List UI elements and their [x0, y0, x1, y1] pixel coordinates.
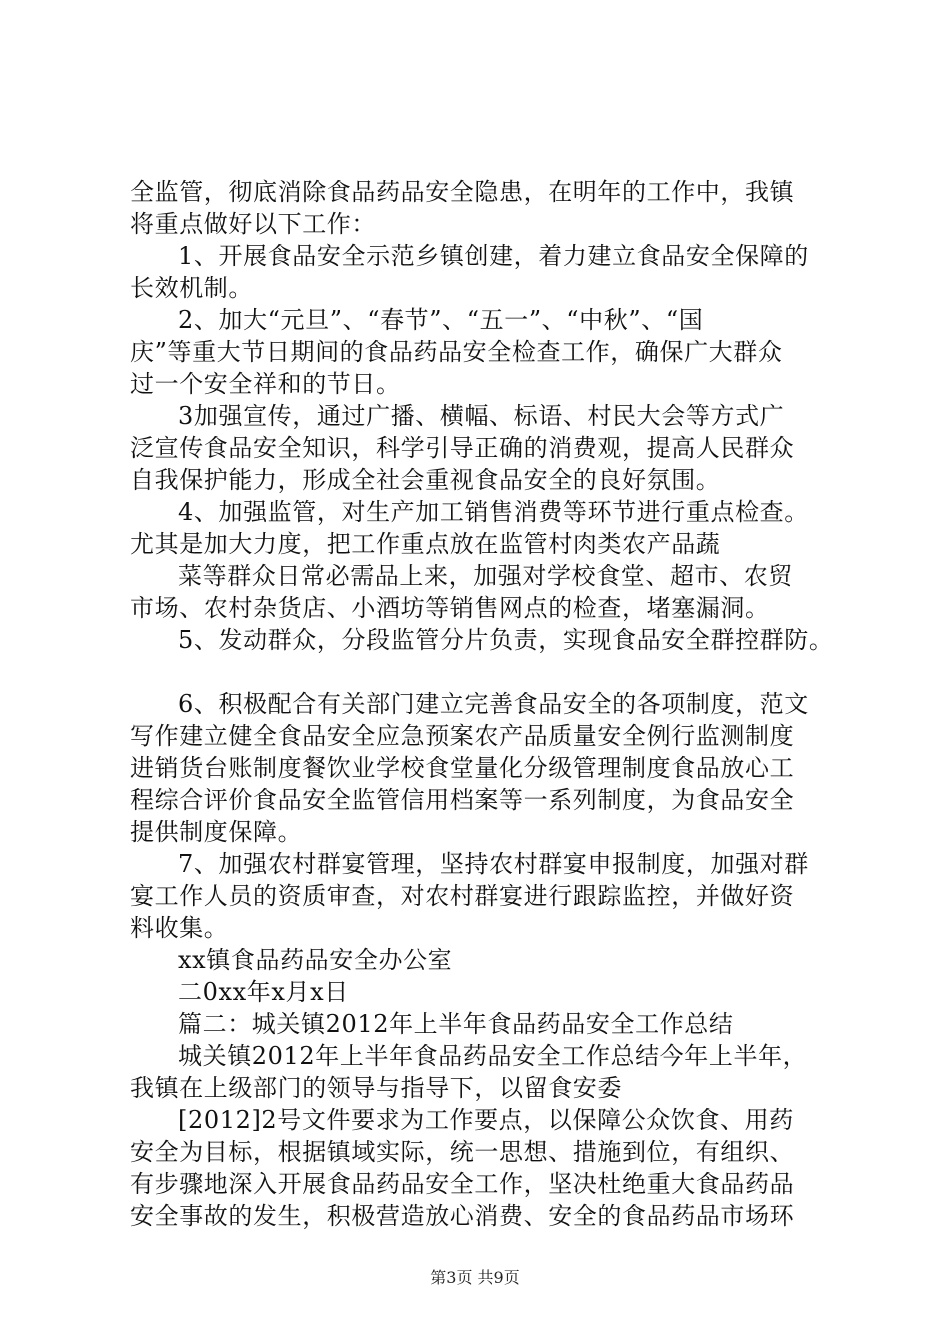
- list-item-5: 5、发动群众，分段监管分片负责，实现食品安全群控群防。: [178, 626, 834, 654]
- signature-date: 二0xx年x月x日: [178, 978, 349, 1006]
- signature-office: xx镇食品药品安全办公室: [178, 946, 453, 974]
- list-item-6: 6、积极配合有关部门建立完善食品安全的各项制度，范文: [178, 690, 809, 718]
- body-text-line: 将重点做好以下工作：: [130, 210, 376, 238]
- body-text-line: 有步骤地深入开展食品药品安全工作，坚决杜绝重大食品药品: [130, 1170, 795, 1198]
- body-text-line: 宴工作人员的资质审查，对农村群宴进行跟踪监控，并做好资: [130, 882, 795, 910]
- body-text-line: 自我保护能力，形成全社会重视食品安全的良好氛围。: [130, 466, 721, 494]
- body-text-line: 市场、农村杂货店、小酒坊等销售网点的检查，堵塞漏洞。: [130, 594, 770, 622]
- body-text-line: 程综合评价食品安全监管信用档案等一系列制度，为食品安全: [130, 786, 795, 814]
- body-text-line: 长效机制。: [130, 274, 253, 302]
- body-text-line: 提供制度保障。: [130, 818, 303, 846]
- list-item-7: 7、加强农村群宴管理，坚持农村群宴申报制度，加强对群: [178, 850, 809, 878]
- section-heading: 篇二：城关镇2012年上半年食品药品安全工作总结: [178, 1010, 734, 1038]
- body-text-line: 我镇在上级部门的领导与指导下，以留食安委: [130, 1074, 622, 1102]
- body-text-line: [2012]2号文件要求为工作要点，以保障公众饮食、用药: [178, 1106, 794, 1134]
- body-text-line: 庆”等重大节日期间的食品药品安全检查工作，确保广大群众: [130, 338, 783, 366]
- body-text-line: 泛宣传食品安全知识，科学引导正确的消费观，提高人民群众: [130, 434, 795, 462]
- body-text-line: 安全事故的发生，积极营造放心消费、安全的食品药品市场环: [130, 1202, 795, 1230]
- list-item-1: 1、开展食品安全示范乡镇创建，着力建立食品安全保障的: [178, 242, 809, 270]
- body-text-line: 城关镇2012年上半年食品药品安全工作总结今年上半年，: [178, 1042, 808, 1070]
- body-text-line: 写作建立健全食品安全应急预案农产品质量安全例行监测制度: [130, 722, 795, 750]
- page-number-footer: 第3页 共9页: [430, 1268, 520, 1287]
- body-text-line: 全监管，彻底消除食品药品安全隐患，在明年的工作中，我镇: [130, 178, 795, 206]
- body-text-line: 进销货台账制度餐饮业学校食堂量化分级管理制度食品放心工: [130, 754, 795, 782]
- list-item-2: 2、加大“元旦”、“春节”、“五一”、“中秋”、“国: [178, 306, 704, 334]
- body-text-line: 尤其是加大力度，把工作重点放在监管村肉类农产品蔬: [130, 530, 721, 558]
- list-item-4: 4、加强监管，对生产加工销售消费等环节进行重点检查。: [178, 498, 809, 526]
- body-text-line: 料收集。: [130, 914, 229, 942]
- body-text-line: 安全为目标，根据镇域实际，统一思想、措施到位，有组织、: [130, 1138, 795, 1166]
- body-text-line: 过一个安全祥和的节日。: [130, 370, 401, 398]
- body-text-line: 菜等群众日常必需品上来，加强对学校食堂、超市、农贸: [178, 562, 793, 590]
- list-item-3: 3加强宣传，通过广播、横幅、标语、村民大会等方式广: [178, 402, 785, 430]
